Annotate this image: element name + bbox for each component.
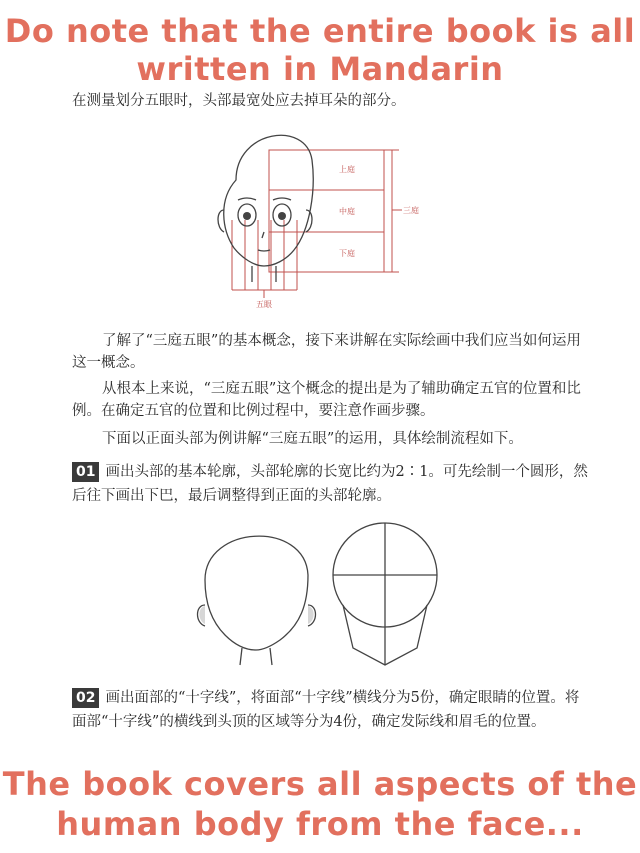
label-upper-court: 上庭	[339, 165, 355, 174]
label-five-eyes: 五眼	[256, 300, 272, 309]
paragraph-concept: 了解了“三庭五眼”的基本概念，接下来讲解在实际绘画中我们应当如何运用这一概念。	[72, 333, 581, 371]
top-caption-line1: Do note that the entire book is all	[4, 12, 636, 50]
top-caption-line2: written in Mandarin	[136, 50, 504, 88]
step-text: 画出头部的基本轮廓，头部轮廓的长宽比约为2∶1。可先绘制一个圆形，然后往下画出下巴，最后调整得到正面的头部轮廓。	[72, 464, 588, 504]
head-ear-shading	[199, 606, 313, 624]
step-text: 画出面部的“十字线”，将面部“十字线”横线分为5份，确定眼睛的位置。将面部“十字线”的横线到头顶的区域等分为4份，确定发际线和眉毛的位置。	[72, 690, 580, 730]
label-middle-court: 中庭	[339, 207, 355, 216]
step-badge: 02	[72, 688, 99, 708]
head-outline-figures	[190, 520, 450, 670]
proportion-guides	[232, 150, 402, 298]
bottom-caption-line1: The book covers all aspects of the	[2, 765, 638, 803]
paragraph-purpose: 从根本上来说，“三庭五眼”这个概念的提出是为了辅助确定五官的位置和比例。在确定五官的位置和比例过程中，要注意作画步骤。	[72, 381, 581, 419]
step-02	[72, 686, 592, 734]
label-lower-court: 下庭	[339, 249, 355, 258]
face-proportion-figure	[214, 120, 424, 310]
intro-text: 在测量划分五眼时，头部最宽处应去掉耳朵的部分。	[72, 93, 406, 109]
face-eye-pupils	[243, 212, 286, 220]
label-three-courts: 三庭	[403, 206, 419, 215]
head-outline-drawing	[198, 536, 316, 665]
step-01	[72, 460, 592, 508]
step-badge: 01	[72, 462, 99, 482]
head-construction-drawing	[333, 523, 437, 665]
paragraph-example: 下面以正面头部为例讲解“三庭五眼”的运用，具体绘制流程如下。	[102, 431, 523, 447]
bottom-caption-line2: human body from the face...	[56, 805, 584, 843]
